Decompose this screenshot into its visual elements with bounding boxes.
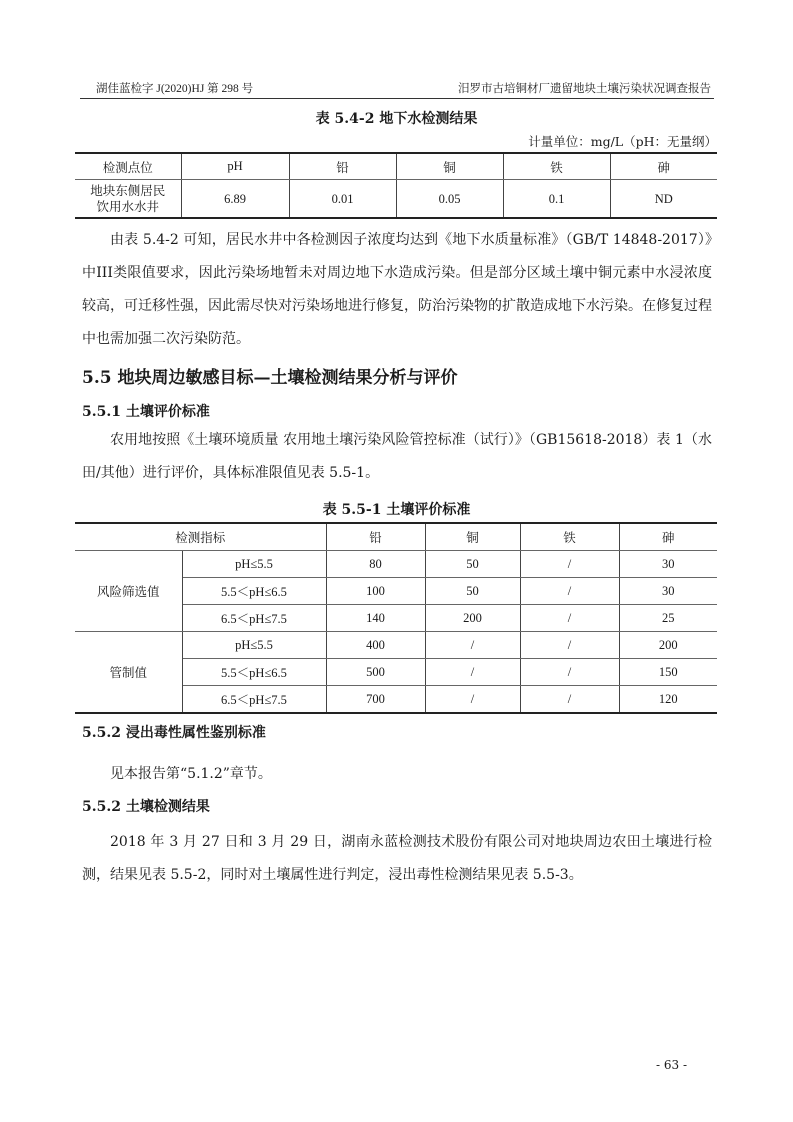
section-5-5-2-leaching-paragraph: 见本报告第“5.1.2”章节。 <box>110 766 272 782</box>
table-5-4-2-caption: 表 5.4-2 地下水检测结果 <box>315 111 478 127</box>
table-5-4-2-unit-note: 计量单位：mg/L（pH：无量纲） <box>528 134 717 149</box>
col-header-lead: 铅 <box>289 153 396 180</box>
value-copper: / <box>425 632 520 659</box>
section-5-5-1-title: 5.5.1 土壤评价标准 <box>82 404 210 420</box>
value-iron: / <box>520 686 619 714</box>
table-row <box>75 180 717 219</box>
section-5-5-1-paragraph: 农用地按照《土壤环境质量 农用地土壤污染风险管控标准（试行）》（GB15618-2018）表 1（水田/其他）进行评价，具体标准限值见表 5.5-1。 <box>82 432 712 481</box>
section-5-5-title: 5.5 地块周边敏感目标—土壤检测结果分析与评价 <box>82 368 458 388</box>
value-arsenic: 120 <box>619 686 717 714</box>
value-iron: 0.1 <box>503 180 610 219</box>
value-iron: / <box>520 659 619 686</box>
groundwater-results-table <box>75 152 717 219</box>
col-header-site: 检测点位 <box>75 153 181 180</box>
col-header-arsenic: 砷 <box>619 523 717 551</box>
header-report-title: 汨罗市古培铜材厂遗留地块土壤污染状况调查报告 <box>458 83 711 95</box>
group-screening-value: 风险筛选值 <box>75 551 182 632</box>
groundwater-paragraph: 由表 5.4-2 可知，居民水井中各检测因子浓度均达到《地下水质量标准》（GB/T 14848-2017）》中III类限值要求，因此污染场地暂未对周边地下水造成污染。但是部分区域土壤中铜元素中水浸浓度较高，可迁移性强，因此需尽快对污染场地进行修复，防治污染物的扩散造成地下水污染。在修复过程中也需加强二次污染防范。 <box>82 232 712 347</box>
table-header-row <box>75 523 717 551</box>
value-copper: 50 <box>425 551 520 578</box>
value-lead: 140 <box>326 605 425 632</box>
value-ph: 6.89 <box>181 180 289 219</box>
ph-range: 6.5＜pH≤7.5 <box>182 605 326 632</box>
value-iron: / <box>520 632 619 659</box>
ph-range: 5.5＜pH≤6.5 <box>182 578 326 605</box>
soil-standards-table <box>75 522 717 714</box>
value-arsenic: 25 <box>619 605 717 632</box>
value-copper: 200 <box>425 605 520 632</box>
section-5-5-2-soil-title: 5.5.2 土壤检测结果 <box>82 799 210 815</box>
col-header-indicator: 检测指标 <box>75 523 326 551</box>
table-row <box>75 551 717 578</box>
ph-range: 5.5＜pH≤6.5 <box>182 659 326 686</box>
value-lead: 100 <box>326 578 425 605</box>
table-5-5-1-caption: 表 5.5-1 土壤评价标准 <box>322 502 471 518</box>
ph-range: 6.5＜pH≤7.5 <box>182 686 326 714</box>
col-header-iron: 铁 <box>503 153 610 180</box>
page-number: - 63 - <box>656 1058 688 1072</box>
ph-range: pH≤5.5 <box>182 632 326 659</box>
site-cell <box>75 180 181 219</box>
section-5-5-2-leaching-title: 5.5.2 浸出毒性属性鉴别标准 <box>82 725 266 741</box>
col-header-copper: 铜 <box>425 523 520 551</box>
section-5-5-2-soil-paragraph: 2018 年 3 月 27 日和 3 月 29 日，湖南永蓝检测技术股份有限公司对地块周边农田土壤进行检测，结果见表 5.5-2，同时对土壤属性进行判定，浸出毒性检测结果见表 5.5-3。 <box>82 834 712 883</box>
value-lead: 0.01 <box>289 180 396 219</box>
value-arsenic: 150 <box>619 659 717 686</box>
value-arsenic: ND <box>610 180 717 219</box>
site-line-2: 饮用水水井 <box>96 199 159 214</box>
value-arsenic: 200 <box>619 632 717 659</box>
value-lead: 500 <box>326 659 425 686</box>
value-arsenic: 30 <box>619 551 717 578</box>
col-header-ph: pH <box>181 153 289 180</box>
ph-range: pH≤5.5 <box>182 551 326 578</box>
col-header-lead: 铅 <box>326 523 425 551</box>
value-iron: / <box>520 578 619 605</box>
col-header-copper: 铜 <box>396 153 503 180</box>
value-iron: / <box>520 551 619 578</box>
table-row <box>75 632 717 659</box>
value-lead: 80 <box>326 551 425 578</box>
value-lead: 400 <box>326 632 425 659</box>
header-doc-id: 湖佳蓝检字 J(2020)HJ 第 298 号 <box>96 83 254 95</box>
value-copper: / <box>425 686 520 714</box>
value-copper: / <box>425 659 520 686</box>
value-iron: / <box>520 605 619 632</box>
header-divider <box>80 98 714 99</box>
table-header-row <box>75 153 717 180</box>
value-copper: 50 <box>425 578 520 605</box>
value-arsenic: 30 <box>619 578 717 605</box>
group-control-value: 管制值 <box>75 632 182 714</box>
value-lead: 700 <box>326 686 425 714</box>
site-line-1: 地块东侧居民 <box>90 183 166 198</box>
value-copper: 0.05 <box>396 180 503 219</box>
col-header-iron: 铁 <box>520 523 619 551</box>
col-header-arsenic: 砷 <box>610 153 717 180</box>
